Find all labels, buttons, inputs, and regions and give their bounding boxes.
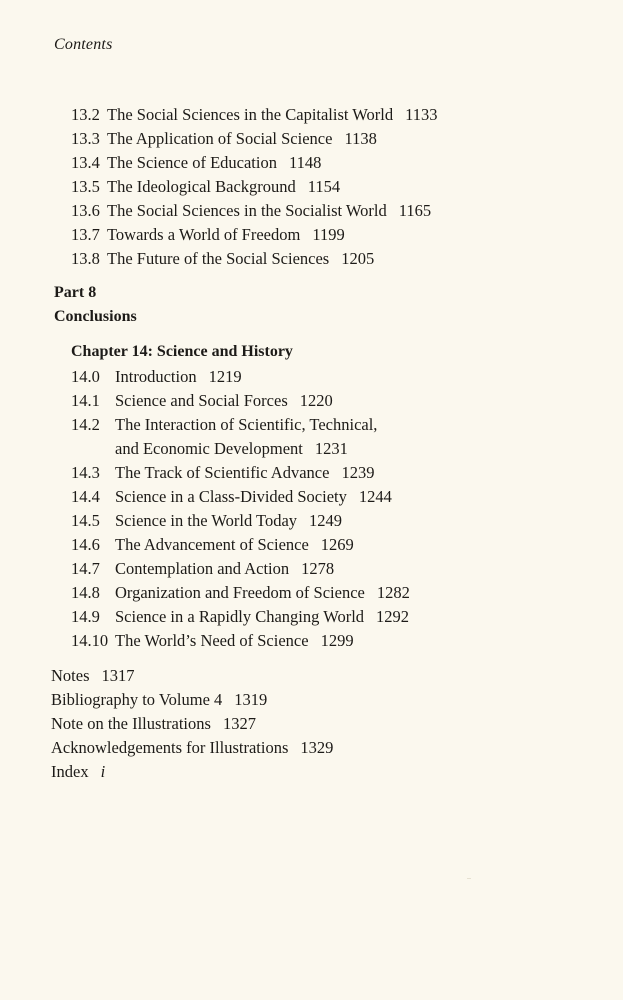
toc-entry[interactable] bbox=[71, 225, 345, 245]
entry-page: 1165 bbox=[398, 201, 432, 220]
entry-number: 13.5 bbox=[71, 177, 100, 196]
entry-title: The Future of the Social Sciences bbox=[107, 249, 330, 268]
entry-number: 14.10 bbox=[71, 631, 109, 650]
entry-page: 1220 bbox=[299, 391, 333, 410]
toc-entry[interactable] bbox=[71, 607, 409, 627]
entry-page: 1319 bbox=[234, 690, 268, 709]
entry-page: 1299 bbox=[320, 631, 354, 650]
entry-title: Organization and Freedom of Science bbox=[115, 583, 365, 602]
entry-title: The Social Sciences in the Capitalist World bbox=[107, 105, 394, 124]
entry-title: Notes bbox=[51, 666, 90, 685]
toc-entry[interactable] bbox=[71, 153, 321, 173]
toc-entry[interactable] bbox=[71, 367, 242, 387]
entry-title: The Social Sciences in the Socialist World bbox=[107, 201, 387, 220]
entry-page: 1317 bbox=[101, 666, 135, 685]
entry-number: 14.6 bbox=[71, 535, 100, 554]
toc-entry[interactable] bbox=[51, 666, 135, 686]
entry-title: The Science of Education bbox=[107, 153, 277, 172]
entry-page: 1231 bbox=[314, 439, 348, 458]
paper-speck bbox=[467, 878, 471, 879]
entry-title: Bibliography to Volume 4 bbox=[51, 690, 223, 709]
toc-entry[interactable] bbox=[71, 511, 342, 531]
entry-page: i bbox=[100, 762, 106, 781]
toc-entry[interactable] bbox=[71, 129, 377, 149]
entry-page: 1138 bbox=[344, 129, 377, 148]
entry-title: Science in a Rapidly Changing World bbox=[115, 607, 365, 626]
chapter-heading[interactable]: Chapter 14: Science and History bbox=[71, 343, 293, 360]
toc-entry[interactable] bbox=[71, 415, 377, 435]
entry-page: 1154 bbox=[307, 177, 341, 196]
toc-entry[interactable] bbox=[51, 738, 333, 758]
entry-number: 13.4 bbox=[71, 153, 100, 172]
entry-number: 14.4 bbox=[71, 487, 100, 506]
entry-page: 1327 bbox=[222, 714, 256, 733]
entry-number: 13.3 bbox=[71, 129, 100, 148]
entry-page: 1244 bbox=[358, 487, 392, 506]
toc-entry[interactable] bbox=[71, 105, 438, 125]
entry-title: Index bbox=[51, 762, 89, 781]
entry-number: 14.1 bbox=[71, 391, 100, 410]
entry-page: 1205 bbox=[341, 249, 375, 268]
entry-number: 14.9 bbox=[71, 607, 100, 626]
entry-title: The Track of Scientific Advance bbox=[115, 463, 330, 482]
entry-title: Note on the Illustrations bbox=[51, 714, 211, 733]
entry-number: 14.5 bbox=[71, 511, 100, 530]
entry-number: 14.2 bbox=[71, 415, 100, 434]
toc-entry[interactable] bbox=[71, 487, 392, 507]
entry-title: The Application of Social Science bbox=[107, 129, 333, 148]
entry-title: Towards a World of Freedom bbox=[107, 225, 301, 244]
toc-entry[interactable] bbox=[51, 762, 105, 782]
toc-entry[interactable] bbox=[51, 690, 267, 710]
part-label: Part 8 bbox=[54, 284, 97, 301]
toc-entry[interactable] bbox=[71, 583, 410, 603]
toc-entry[interactable] bbox=[51, 714, 256, 734]
entry-title: Science in a Class-Divided Society bbox=[115, 487, 347, 506]
entry-page: 1199 bbox=[312, 225, 345, 244]
entry-number: 14.7 bbox=[71, 559, 100, 578]
entry-number: 13.2 bbox=[71, 105, 100, 124]
toc-entry[interactable] bbox=[71, 177, 340, 197]
entry-title: The Ideological Background bbox=[107, 177, 296, 196]
entry-number: 14.0 bbox=[71, 367, 100, 386]
part-title[interactable]: Conclusions bbox=[54, 308, 137, 325]
toc-entry[interactable] bbox=[71, 201, 431, 221]
entry-title: Science and Social Forces bbox=[115, 391, 288, 410]
entry-title: Acknowledgements for Illustrations bbox=[51, 738, 289, 757]
entry-title-continued: and Economic Development bbox=[115, 439, 303, 458]
entry-number: 13.8 bbox=[71, 249, 100, 268]
toc-entry[interactable] bbox=[71, 535, 354, 555]
entry-title: Science in the World Today bbox=[115, 511, 298, 530]
entry-page: 1249 bbox=[309, 511, 343, 530]
entry-title: The World’s Need of Science bbox=[115, 631, 309, 650]
entry-page: 1282 bbox=[376, 583, 410, 602]
entry-page: 1219 bbox=[208, 367, 242, 386]
toc-entry[interactable] bbox=[71, 559, 334, 579]
entry-number: 13.7 bbox=[71, 225, 100, 244]
entry-page: 1292 bbox=[376, 607, 410, 626]
entry-page: 1133 bbox=[405, 105, 438, 124]
entry-title: Introduction bbox=[115, 367, 197, 386]
entry-title: The Advancement of Science bbox=[115, 535, 309, 554]
toc-entry[interactable] bbox=[71, 631, 354, 651]
running-head: Contents bbox=[54, 36, 113, 53]
toc-entry-continuation[interactable] bbox=[115, 439, 348, 459]
entry-page: 1239 bbox=[341, 463, 375, 482]
entry-number: 14.3 bbox=[71, 463, 100, 482]
entry-number: 13.6 bbox=[71, 201, 100, 220]
entry-page: 1329 bbox=[300, 738, 334, 757]
toc-entry[interactable] bbox=[71, 391, 333, 411]
toc-entry[interactable] bbox=[71, 463, 374, 483]
entry-title: The Interaction of Scientific, Technical, bbox=[115, 415, 378, 434]
entry-page: 1148 bbox=[288, 153, 322, 172]
entry-page: 1278 bbox=[301, 559, 335, 578]
entry-title: Contemplation and Action bbox=[115, 559, 290, 578]
toc-entry[interactable] bbox=[71, 249, 374, 269]
entry-number: 14.8 bbox=[71, 583, 100, 602]
entry-page: 1269 bbox=[320, 535, 354, 554]
